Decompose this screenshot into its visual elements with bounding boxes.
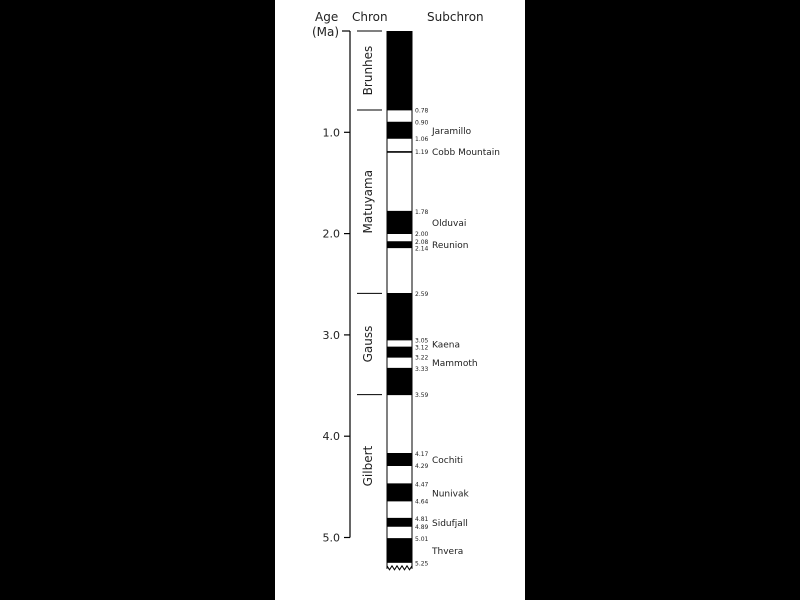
chron-label-matuyama: Matuyama — [361, 169, 375, 234]
normal-polarity-band — [387, 122, 412, 138]
subchron-label: Sidufjall — [432, 518, 468, 529]
subchron-label: Cobb Mountain — [432, 148, 501, 159]
age-tick-label: 2.0 — [322, 227, 340, 241]
boundary-age-label: 3.12 — [415, 344, 429, 352]
boundary-age-label: 2.08 — [415, 239, 429, 247]
boundary-age-label: 3.05 — [415, 337, 429, 345]
boundary-age-label: 1.78 — [415, 208, 429, 216]
boundary-age-label: 3.33 — [415, 365, 429, 373]
boundary-age-label: 0.78 — [415, 107, 429, 115]
subchron-label: Kaena — [432, 340, 461, 351]
normal-polarity-band — [387, 31, 412, 110]
chron-label-gauss: Gauss — [361, 325, 375, 363]
chron-label-brunhes: Brunhes — [361, 45, 375, 96]
polarity-timescale — [275, 0, 525, 600]
boundary-age-label: 4.64 — [415, 498, 429, 506]
subchron-label: Olduvai — [432, 218, 467, 229]
boundary-age-label: 3.22 — [415, 354, 429, 362]
subchron-label: Reunion — [432, 241, 469, 252]
normal-polarity-band — [387, 211, 412, 233]
subchron-header: Subchron — [427, 10, 484, 24]
subchron-label: Nunivak — [432, 489, 469, 500]
normal-polarity-band — [387, 368, 412, 394]
age-tick-label: 4.0 — [322, 430, 340, 444]
normal-polarity-band — [387, 518, 412, 526]
normal-polarity-band — [387, 484, 412, 501]
boundary-age-label: 1.19 — [415, 149, 429, 157]
normal-polarity-band — [387, 539, 412, 563]
age-header: Age — [315, 10, 339, 24]
boundary-age-label: 1.06 — [415, 135, 429, 143]
age-tick-label: 1.0 — [322, 126, 340, 140]
normal-polarity-band — [387, 242, 412, 248]
chron-label-gilbert: Gilbert — [361, 445, 375, 487]
boundary-age-label: 2.00 — [415, 231, 429, 239]
normal-polarity-band — [387, 293, 412, 340]
normal-polarity-band — [387, 453, 412, 465]
break-symbol — [387, 566, 412, 570]
subchron-label: Cochiti — [432, 455, 463, 466]
boundary-age-label: 4.89 — [415, 523, 429, 531]
boundary-age-label: 5.25 — [415, 560, 429, 568]
age-unit: (Ma) — [312, 25, 340, 39]
subchron-label: Jaramillo — [432, 126, 472, 137]
subchron-label: Mammoth — [432, 358, 478, 369]
boundary-age-label: 5.01 — [415, 536, 429, 544]
boundary-age-label: 2.14 — [415, 245, 429, 253]
chron-header: Chron — [352, 10, 388, 24]
boundary-age-label: 3.59 — [415, 392, 429, 400]
normal-polarity-band — [387, 347, 412, 357]
diagram-panel — [275, 0, 525, 600]
boundary-age-label: 4.81 — [415, 515, 429, 523]
age-tick-label: 5.0 — [322, 531, 340, 545]
boundary-age-label: 0.90 — [415, 119, 429, 127]
boundary-age-label: 4.17 — [415, 450, 429, 458]
boundary-age-label: 2.59 — [415, 290, 429, 298]
boundary-age-label: 4.47 — [415, 481, 429, 489]
boundary-age-label: 4.29 — [415, 463, 429, 471]
age-tick-label: 3.0 — [322, 328, 340, 342]
subchron-label: Thvera — [432, 547, 464, 558]
